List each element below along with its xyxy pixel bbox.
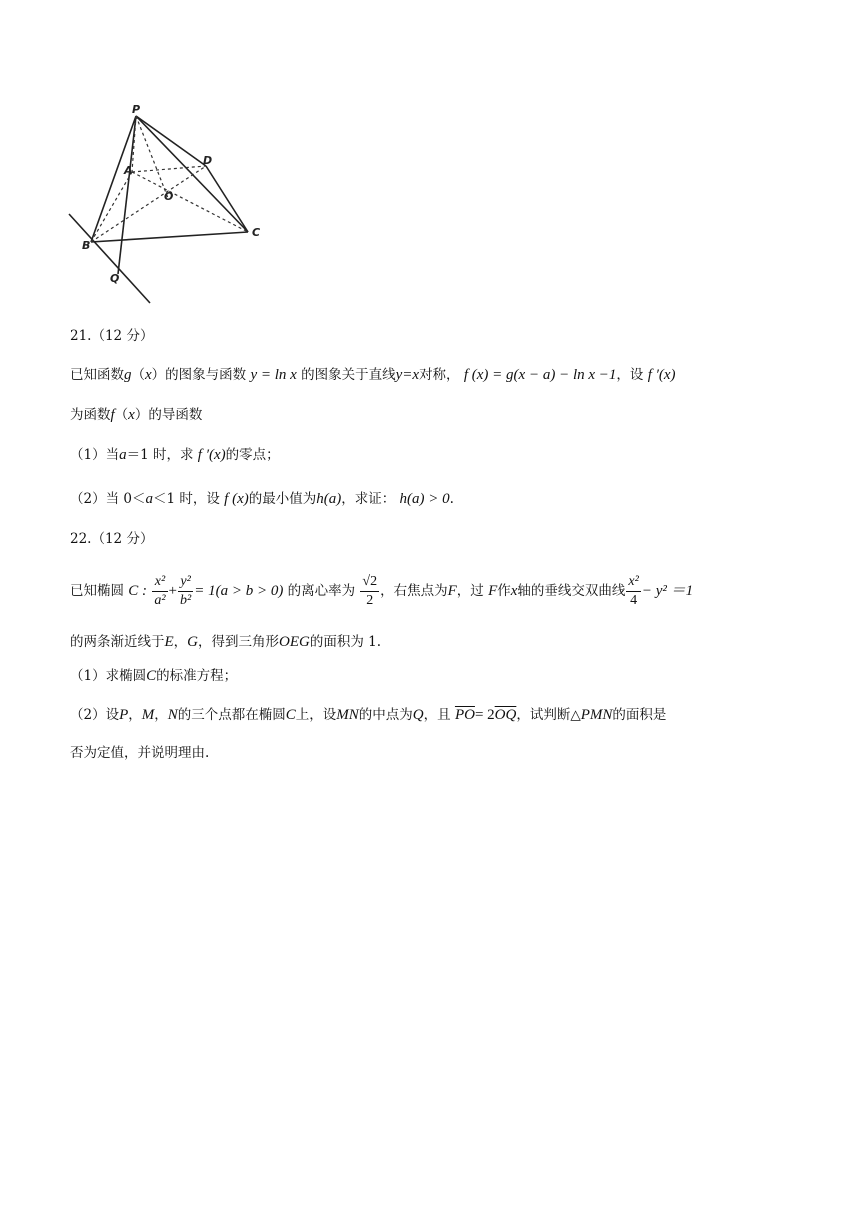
label-P: P xyxy=(132,103,141,116)
diag-AC xyxy=(132,172,248,232)
edge-BC xyxy=(91,232,248,242)
formula-f: f (x) = g(x − a) − ln x −1 xyxy=(463,367,617,383)
fraction-y2-b2: $\frac{\text{y²}}{\text{b²}}$ xyxy=(180,574,192,608)
label-C: C xyxy=(252,226,261,239)
line-through-B xyxy=(69,214,150,303)
q22-stem-line1: 已知椭圆 C : $\frac{\text{x²}}{\text{a²}}$ + $\frac{\text{y²}}{\text{b²}}$ = 1(a > b > 0) 的离心率为 $\frac{√2}{2}$ ，右焦点为F，过 F作x轴的垂线交双曲线 $\frac{\text{x²}}{4}$ − y² ＝1 xyxy=(70,574,694,608)
fraction-x2-4: $\frac{\text{x²}}{4}$ xyxy=(628,574,639,608)
edge-PC xyxy=(136,116,248,232)
formula-fprime: f ′(x) xyxy=(647,367,676,383)
q21-part2: （2）当 0＜a＜1 时，设 f (x)的最小值为h(a)，求证： h(a) > 0. xyxy=(70,491,454,507)
pyramid-figure xyxy=(66,102,276,304)
q22-part2-cont: 否为定值，并说明理由. xyxy=(70,745,210,761)
q22-part1: （1）求椭圆C的标准方程； xyxy=(70,668,238,684)
q22-heading: 22.（12 分） xyxy=(70,531,154,547)
label-Q: Q xyxy=(110,272,120,285)
edge-DC xyxy=(206,166,248,232)
edge-PD xyxy=(136,116,206,166)
edge-AD xyxy=(132,166,206,172)
fraction-eccentricity: $\frac{√2}{2}$ xyxy=(362,574,378,608)
q21-stem-line1: 已知函数g（x）的图象与函数 y = ln x 的图象关于直线y=x对称， f (x) = g(x − a) − ln x −1，设 f ′(x) xyxy=(70,367,676,383)
q21-stem-line2: 为函数f（x）的导函数 xyxy=(70,407,203,423)
vector-OQ: $\overline{OQ}$ xyxy=(494,707,517,723)
vector-PO: $\overline{PO}$ xyxy=(454,707,475,723)
q22-part2: （2）设P，M，N的三个点都在椭圆C上，设MN的中点为Q，且 $\overline{PO}= 2\overline{OQ}$，试判断△PMN的面积是 xyxy=(70,707,667,723)
formula-ln: y = ln x xyxy=(250,367,297,383)
q21-heading: 21.（12 分） xyxy=(70,328,154,344)
q21-part1: （1）当a＝1 时，求 f ′(x)的零点； xyxy=(70,447,280,463)
q22-stem-line2: 的两条渐近线于E，G，得到三角形OEG的面积为 1. xyxy=(70,634,382,650)
fraction-x2-a2: $\frac{\text{x²}}{\text{a²}}$ xyxy=(154,574,166,608)
label-A: A xyxy=(124,164,133,177)
pyramid-diagram xyxy=(66,102,276,304)
label-O: O xyxy=(164,190,174,203)
diag-BD xyxy=(91,166,206,242)
label-B: B xyxy=(82,239,91,252)
label-D: D xyxy=(203,154,213,167)
